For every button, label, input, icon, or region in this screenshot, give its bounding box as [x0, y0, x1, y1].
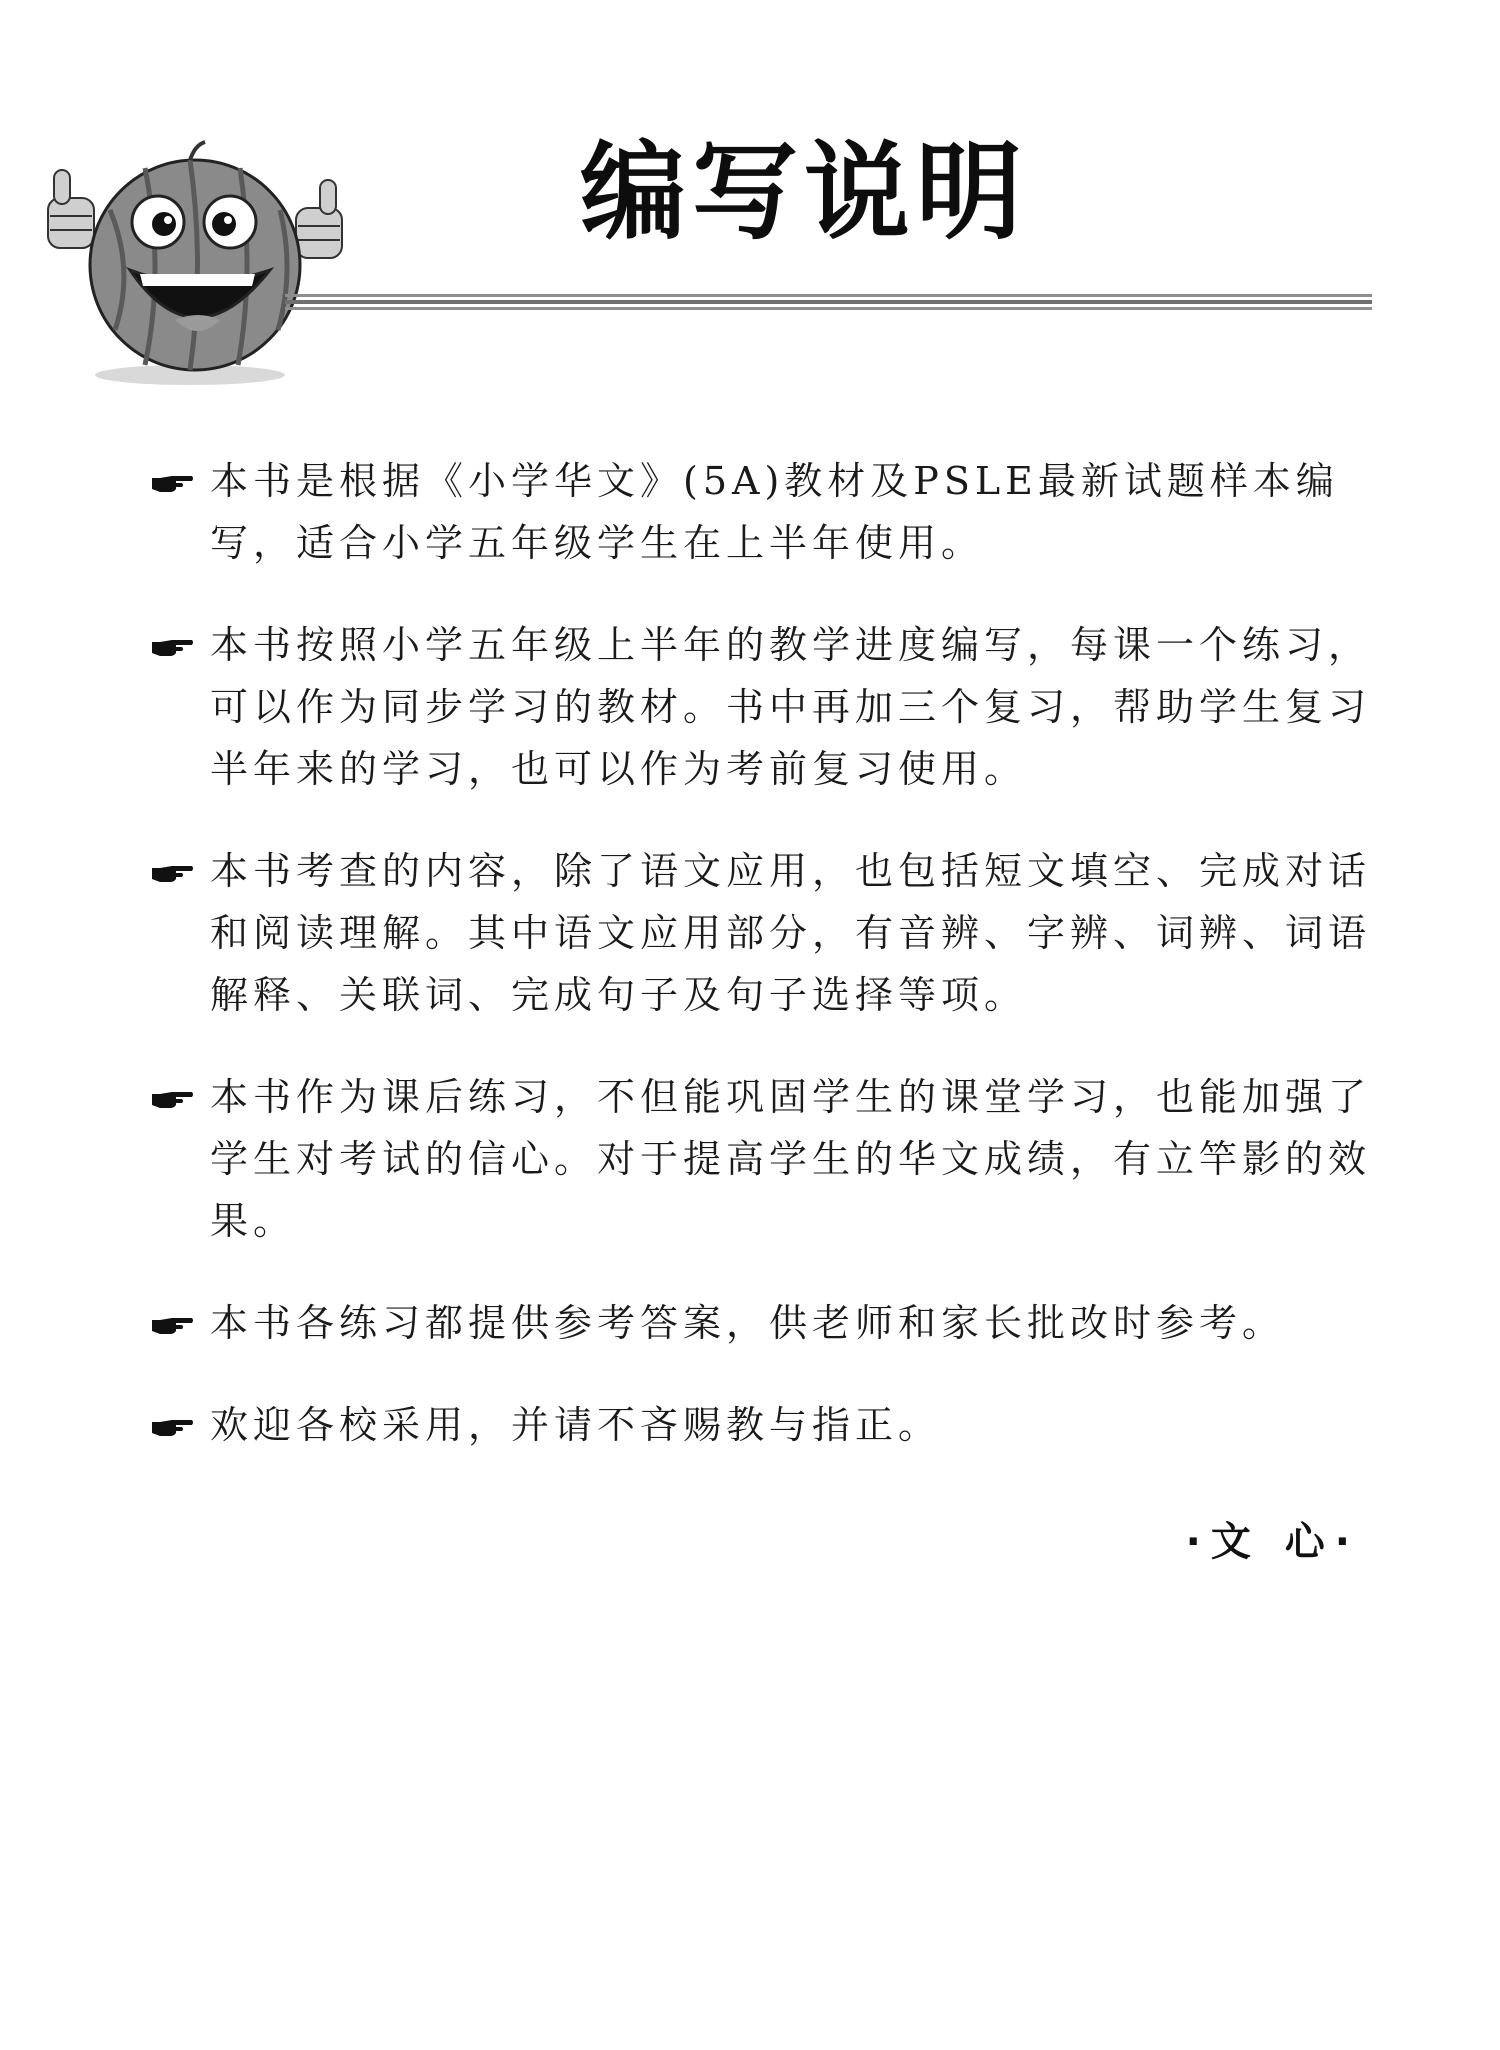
- pointing-hand-icon: [150, 862, 194, 884]
- page-title: 编写说明: [580, 131, 1028, 254]
- list-item-text: 本书作为课后练习，不但能巩固学生的课堂学习，也能加强了学生对考试的信心。对于提高学生的华文成绩，有立竿影的效果。: [210, 1075, 1372, 1243]
- list-item: [150, 450, 1375, 574]
- pointing-hand-icon: [150, 472, 194, 494]
- list-item-text: 本书按照小学五年级上半年的教学进度编写，每课一个练习，可以作为同步学习的教材。书中再加三个复习，帮助学生复习半年来的学习，也可以作为考前复习使用。: [210, 623, 1372, 791]
- list-item: [150, 1292, 1375, 1354]
- author-signature: ·文 心·: [1185, 1519, 1360, 1565]
- title-underline: [285, 294, 1372, 314]
- list-item-text: 本书各练习都提供参考答案，供老师和家长批改时参考。: [210, 1301, 1286, 1345]
- pointing-hand-icon: [150, 636, 194, 658]
- watermelon-mascot-icon: [40, 120, 370, 390]
- pointing-hand-icon: [150, 1314, 194, 1336]
- notes-list: [150, 450, 1375, 1496]
- list-item-text: 本书考查的内容，除了语文应用，也包括短文填空、完成对话和阅读理解。其中语文应用部分，有音辨、字辨、词辨、词语解释、关联词、完成句子及句子选择等项。: [210, 849, 1372, 1017]
- list-item: [150, 1066, 1375, 1252]
- list-item-text: 本书是根据《小学华文》(5A)教材及PSLE最新试题样本编写，适合小学五年级学生在上半年使用。: [210, 459, 1339, 565]
- list-item: [150, 614, 1375, 800]
- list-item: [150, 1394, 1375, 1456]
- list-item-text: 欢迎各校采用，并请不吝赐教与指正。: [210, 1403, 942, 1447]
- list-item: [150, 840, 1375, 1026]
- pointing-hand-icon: [150, 1416, 194, 1438]
- pointing-hand-icon: [150, 1088, 194, 1110]
